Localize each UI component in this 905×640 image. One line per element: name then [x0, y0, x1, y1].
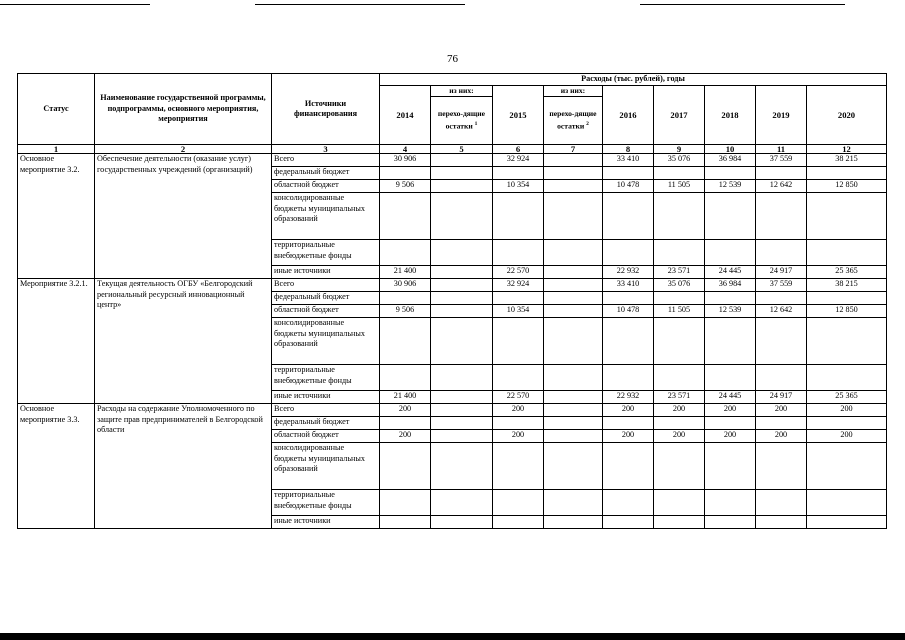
amount-cell: 12 642	[756, 305, 807, 318]
amount-cell	[544, 292, 603, 305]
funding-source-cell: консолидированные бюджеты муниципальных образований	[272, 318, 380, 365]
status-cell: Основное мероприятие 3.3.	[18, 404, 95, 529]
program-name-cell: Обеспечение деятельности (оказание услуг) государственных учреждений (организаций)	[95, 154, 272, 279]
amount-cell: 33 410	[603, 154, 654, 167]
funding-source-cell: Всего	[272, 404, 380, 417]
amount-cell	[603, 417, 654, 430]
amount-cell: 200	[654, 404, 705, 417]
amount-cell	[380, 490, 431, 516]
amount-cell	[807, 490, 887, 516]
amount-cell	[756, 240, 807, 266]
column-number: 12	[807, 145, 887, 154]
amount-cell	[380, 443, 431, 490]
status-cell: Мероприятие 3.2.1.	[18, 279, 95, 404]
funding-source-cell: территориальные внебюджетные фонды	[272, 365, 380, 391]
amount-cell	[431, 430, 493, 443]
amount-cell	[544, 180, 603, 193]
amount-cell	[544, 279, 603, 292]
amount-cell	[807, 193, 887, 240]
amount-cell	[654, 417, 705, 430]
amount-cell	[807, 365, 887, 391]
amount-cell	[380, 193, 431, 240]
funding-source-cell: иные источники	[272, 266, 380, 279]
amount-cell: 200	[756, 404, 807, 417]
amount-cell: 12 850	[807, 180, 887, 193]
amount-cell: 24 445	[705, 391, 756, 404]
amount-cell: 24 917	[756, 266, 807, 279]
amount-cell	[654, 365, 705, 391]
amount-cell	[544, 430, 603, 443]
header-name: Наименование государственной программы, подпрограммы, основного мероприятия, мероприятия	[95, 74, 272, 145]
amount-cell: 200	[807, 404, 887, 417]
amount-cell	[544, 167, 603, 180]
amount-cell	[756, 443, 807, 490]
amount-cell	[603, 167, 654, 180]
amount-cell: 32 924	[493, 279, 544, 292]
amount-cell	[380, 365, 431, 391]
funding-source-cell: федеральный бюджет	[272, 417, 380, 430]
column-number-row	[18, 145, 887, 154]
amount-cell	[807, 167, 887, 180]
amount-cell	[807, 240, 887, 266]
amount-cell: 21 400	[380, 266, 431, 279]
amount-cell: 200	[705, 430, 756, 443]
amount-cell	[705, 443, 756, 490]
table-row	[18, 404, 887, 417]
amount-cell	[756, 490, 807, 516]
amount-cell: 22 932	[603, 266, 654, 279]
amount-cell: 21 400	[380, 391, 431, 404]
amount-cell: 9 506	[380, 305, 431, 318]
amount-cell: 37 559	[756, 279, 807, 292]
amount-cell: 200	[380, 404, 431, 417]
amount-cell: 11 505	[654, 180, 705, 193]
amount-cell	[431, 266, 493, 279]
amount-cell: 200	[756, 430, 807, 443]
amount-cell	[431, 404, 493, 417]
amount-cell	[431, 365, 493, 391]
amount-cell	[756, 365, 807, 391]
amount-cell: 12 642	[756, 180, 807, 193]
amount-cell	[431, 193, 493, 240]
header-carry-over-2: перехо-дящие остатки $^2$	[544, 97, 603, 145]
amount-cell: 35 076	[654, 154, 705, 167]
column-number: 11	[756, 145, 807, 154]
amount-cell	[431, 391, 493, 404]
program-name-cell: Расходы на содержание Уполномоченного по защите прав предпринимателей в Белгородской области	[95, 404, 272, 529]
amount-cell: 22 570	[493, 266, 544, 279]
amount-cell	[756, 167, 807, 180]
amount-cell: 200	[807, 430, 887, 443]
header-of-them-1: из них:	[431, 85, 493, 97]
column-number: 7	[544, 145, 603, 154]
funding-source-cell: Всего	[272, 154, 380, 167]
funding-source-cell: территориальные внебюджетные фонды	[272, 240, 380, 266]
header-source: Источники финансирования	[272, 74, 380, 145]
amount-cell	[603, 516, 654, 529]
amount-cell	[654, 516, 705, 529]
amount-cell: 10 354	[493, 305, 544, 318]
amount-cell	[603, 365, 654, 391]
amount-cell	[654, 292, 705, 305]
funding-source-cell: Всего	[272, 279, 380, 292]
amount-cell: 37 559	[756, 154, 807, 167]
amount-cell	[705, 167, 756, 180]
amount-cell	[603, 193, 654, 240]
column-number: 9	[654, 145, 705, 154]
amount-cell: 25 365	[807, 266, 887, 279]
amount-cell: 12 539	[705, 305, 756, 318]
amount-cell: 38 215	[807, 154, 887, 167]
amount-cell	[705, 417, 756, 430]
amount-cell	[603, 443, 654, 490]
top-rule-right	[640, 4, 845, 5]
column-number: 4	[380, 145, 431, 154]
amount-cell: 10 478	[603, 305, 654, 318]
amount-cell	[654, 167, 705, 180]
amount-cell	[380, 516, 431, 529]
amount-cell	[807, 516, 887, 529]
amount-cell	[756, 417, 807, 430]
column-number: 6	[493, 145, 544, 154]
amount-cell	[654, 318, 705, 365]
amount-cell: 200	[603, 430, 654, 443]
amount-cell: 22 932	[603, 391, 654, 404]
amount-cell: 22 570	[493, 391, 544, 404]
header-of-them-2: из них:	[544, 85, 603, 97]
amount-cell	[544, 318, 603, 365]
amount-cell	[493, 193, 544, 240]
funding-source-cell: консолидированные бюджеты муниципальных образований	[272, 193, 380, 240]
amount-cell	[493, 365, 544, 391]
amount-cell	[431, 490, 493, 516]
header-year-2018: 2018	[705, 85, 756, 145]
amount-cell	[431, 292, 493, 305]
amount-cell	[544, 193, 603, 240]
amount-cell	[654, 490, 705, 516]
amount-cell: 12 539	[705, 180, 756, 193]
amount-cell: 36 984	[705, 154, 756, 167]
amount-cell	[380, 167, 431, 180]
funding-source-cell: областной бюджет	[272, 180, 380, 193]
amount-cell: 200	[705, 404, 756, 417]
amount-cell	[756, 318, 807, 365]
funding-source-cell: консолидированные бюджеты муниципальных образований	[272, 443, 380, 490]
table-row	[18, 154, 887, 167]
amount-cell	[654, 443, 705, 490]
amount-cell	[431, 305, 493, 318]
amount-cell: 36 984	[705, 279, 756, 292]
header-expenses: Расходы (тыс. рублей), годы	[380, 74, 887, 86]
amount-cell	[705, 516, 756, 529]
amount-cell	[544, 443, 603, 490]
amount-cell	[544, 305, 603, 318]
top-rule-left	[0, 4, 150, 5]
amount-cell	[756, 516, 807, 529]
amount-cell	[493, 417, 544, 430]
funding-source-cell: областной бюджет	[272, 305, 380, 318]
amount-cell	[705, 318, 756, 365]
amount-cell: 23 571	[654, 266, 705, 279]
amount-cell: 33 410	[603, 279, 654, 292]
amount-cell	[807, 318, 887, 365]
amount-cell: 30 906	[380, 279, 431, 292]
header-status: Статус	[18, 74, 95, 145]
header-carry-over-1: перехо-дящие остатки $^1$	[431, 97, 493, 145]
page-number: 76	[447, 53, 458, 65]
amount-cell	[431, 516, 493, 529]
amount-cell	[705, 240, 756, 266]
amount-cell	[431, 167, 493, 180]
amount-cell	[603, 318, 654, 365]
amount-cell	[807, 292, 887, 305]
amount-cell	[493, 516, 544, 529]
header-year-2016: 2016	[603, 85, 654, 145]
status-cell: Основное мероприятие 3.2.	[18, 154, 95, 279]
amount-cell	[544, 404, 603, 417]
amount-cell	[431, 443, 493, 490]
amount-cell	[431, 240, 493, 266]
column-number: 8	[603, 145, 654, 154]
amount-cell	[705, 490, 756, 516]
amount-cell	[431, 180, 493, 193]
amount-cell: 200	[380, 430, 431, 443]
amount-cell	[493, 292, 544, 305]
amount-cell	[807, 443, 887, 490]
amount-cell: 200	[603, 404, 654, 417]
funding-source-cell: областной бюджет	[272, 430, 380, 443]
amount-cell: 200	[493, 430, 544, 443]
amount-cell	[544, 154, 603, 167]
amount-cell: 11 505	[654, 305, 705, 318]
program-name-cell: Текущая деятельность ОГБУ «Белгородский региональный ресурсный инновационный центр»	[95, 279, 272, 404]
budget-table	[17, 73, 887, 529]
column-number: 10	[705, 145, 756, 154]
amount-cell: 10 354	[493, 180, 544, 193]
funding-source-cell: федеральный бюджет	[272, 292, 380, 305]
header-year-2014: 2014	[380, 85, 431, 145]
column-number: 1	[18, 145, 95, 154]
amount-cell: 12 850	[807, 305, 887, 318]
amount-cell: 9 506	[380, 180, 431, 193]
amount-cell	[544, 490, 603, 516]
amount-cell	[654, 240, 705, 266]
funding-source-cell: иные источники	[272, 516, 380, 529]
amount-cell: 38 215	[807, 279, 887, 292]
amount-cell	[431, 318, 493, 365]
column-number: 5	[431, 145, 493, 154]
amount-cell: 32 924	[493, 154, 544, 167]
amount-cell: 200	[654, 430, 705, 443]
amount-cell	[654, 193, 705, 240]
funding-source-cell: иные источники	[272, 391, 380, 404]
bottom-scan-edge	[0, 633, 905, 640]
amount-cell	[544, 240, 603, 266]
amount-cell: 35 076	[654, 279, 705, 292]
amount-cell	[756, 292, 807, 305]
amount-cell	[380, 417, 431, 430]
header-year-2017: 2017	[654, 85, 705, 145]
amount-cell	[705, 292, 756, 305]
amount-cell	[756, 193, 807, 240]
amount-cell: 10 478	[603, 180, 654, 193]
column-number: 2	[95, 145, 272, 154]
amount-cell	[431, 279, 493, 292]
amount-cell	[544, 365, 603, 391]
amount-cell: 23 571	[654, 391, 705, 404]
column-number: 3	[272, 145, 380, 154]
amount-cell	[705, 193, 756, 240]
amount-cell	[603, 292, 654, 305]
amount-cell	[705, 365, 756, 391]
table-row	[18, 279, 887, 292]
amount-cell	[380, 318, 431, 365]
amount-cell	[544, 391, 603, 404]
amount-cell	[493, 318, 544, 365]
amount-cell	[544, 516, 603, 529]
amount-cell	[603, 240, 654, 266]
amount-cell	[493, 443, 544, 490]
amount-cell	[380, 240, 431, 266]
amount-cell	[380, 292, 431, 305]
amount-cell	[493, 167, 544, 180]
amount-cell	[544, 266, 603, 279]
header-year-2015: 2015	[493, 85, 544, 145]
funding-source-cell: территориальные внебюджетные фонды	[272, 490, 380, 516]
amount-cell: 200	[493, 404, 544, 417]
header-year-2020: 2020	[807, 85, 887, 145]
amount-cell	[493, 240, 544, 266]
table-body	[18, 154, 887, 529]
amount-cell	[493, 490, 544, 516]
amount-cell: 25 365	[807, 391, 887, 404]
amount-cell	[431, 154, 493, 167]
amount-cell	[807, 417, 887, 430]
amount-cell	[544, 417, 603, 430]
amount-cell	[431, 417, 493, 430]
amount-cell	[603, 490, 654, 516]
amount-cell: 30 906	[380, 154, 431, 167]
header-year-2019: 2019	[756, 85, 807, 145]
amount-cell: 24 445	[705, 266, 756, 279]
amount-cell: 24 917	[756, 391, 807, 404]
top-rule-middle	[255, 4, 465, 5]
funding-source-cell: федеральный бюджет	[272, 167, 380, 180]
